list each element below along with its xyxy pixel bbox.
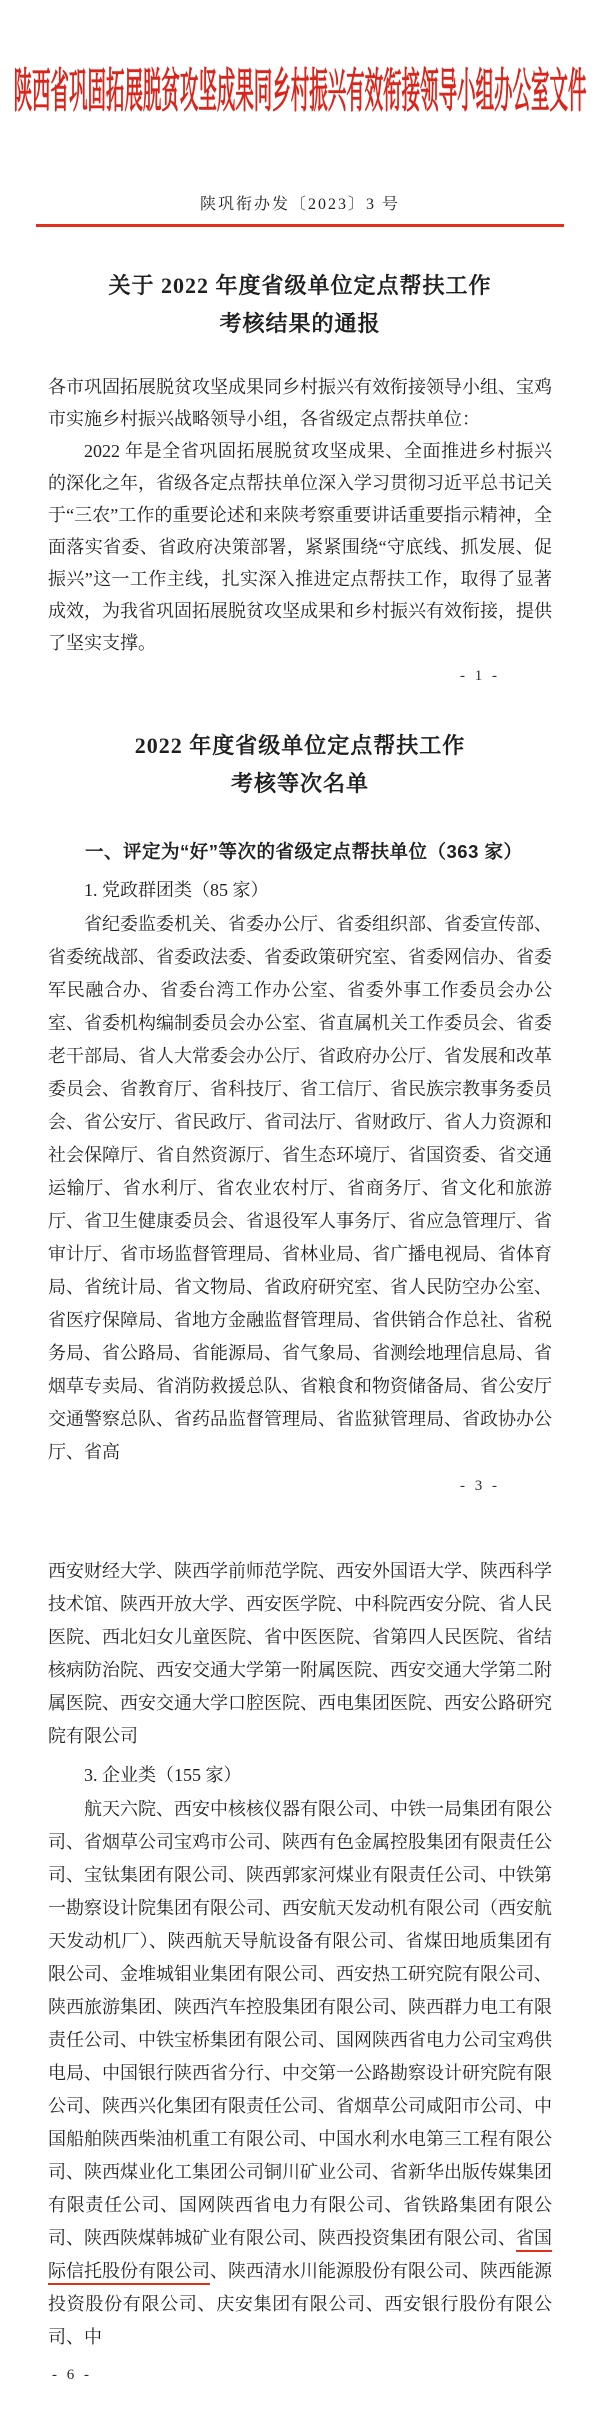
group3-units-before-highlight: 航天六院、西安中核核仪器有限公司、中铁一局集团有限公司、省烟草公司宝鸡市公司、陕西有色金属控股集团有限责任公司、宝钛集团有限公司、陕西郭家河煤业有限责任公司、中铁第一勘察设计院集团有限公司、西安航天发动机有限公司（西安航天发动机厂）、陕西航天导航设备有限公司、省煤田地质集团有限公司、金堆城钼业集团有限公司、西安热工研究院有限公司、陕西旅游集团、陕西汽车控股集团有限公司、陕西群力电工有限责任公司、中铁宝桥集团有限公司、国网陕西省电力公司宝鸡供电局、中国银行陕西省分行、中交第一公路勘察设计研究院有限公司、陕西兴化集团有限责任公司、省烟草公司咸阳市公司、中国船舶陕西柴油机重工有限公司、中国水利水电第三工程有限公司、陕西煤业化工集团公司铜川矿业公司、省新华出版传媒集团有限责任公司、国网陕西省电力有限公司、省铁路集团有限公司、陕西陕煤韩城矿业有限公司、陕西投资集团有限公司、 [48, 1799, 552, 2248]
issuing-org-title: 陕西省巩固拓展脱贫攻坚成果同乡村振兴有效衔接领导小组办公室文件 [13, 66, 587, 119]
page-number-1: - 1 - [460, 668, 500, 684]
official-document [0, 60, 600, 2414]
page-number-3: - 3 - [460, 1478, 500, 1494]
rating-list-title [48, 727, 552, 803]
group2-unit-list-continued: 西安财经大学、陕西学前师范学院、西安外国语大学、陕西科学技术馆、陕西开放大学、西安医学院、中科院西安分院、省人民医院、西北妇女儿童医院、省中医医院、省第四人民医院、省结核病防治院、西安交通大学第一附属医院、西安交通大学第二附属医院、西安交通大学口腔医院、西电集团医院、西安公路研究院有限公司 [48, 1561, 552, 1746]
page-number-6: - 6 - [52, 2367, 92, 2383]
group3-heading-enterprise: 3. 企业类（155 家） [84, 1765, 242, 1785]
notice-body-paragraph: 2022 年是全省巩固拓展脱贫攻坚成果、全面推进乡村振兴的深化之年，省级各定点帮扶单位深入学习贯彻习近平总书记关于“三农”工作的重要论述和来陕考察重要讲话重要指示精神，全面落实省委、省政府决策部署，紧紧围绕“守底线、抓发展、促振兴”这一工作主线，扎实深入推进定点帮扶工作，取得了显著成效，为我省巩固拓展脱贫攻坚成果和乡村振兴有效衔接，提供了坚实支撑。 [48, 441, 552, 653]
section-heading-good-grade: 一、评定为“好”等次的省级定点帮扶单位（363 家） [85, 841, 523, 862]
rating-list-title-line1: 2022 年度省级单位定点帮扶工作 [134, 733, 466, 758]
salutation-paragraph: 各市巩固拓展脱贫攻坚成果同乡村振兴有效衔接领导小组、宝鸡市实施乡村振兴战略领导小组，各省级定点帮扶单位： [48, 377, 552, 429]
rating-list-title-line2: 考核等次名单 [230, 771, 369, 796]
group1-heading-party-gov: 1. 党政群团类（85 家） [84, 880, 269, 900]
notice-title [48, 267, 552, 343]
notice-title-line1: 关于 2022 年度省级单位定点帮扶工作 [108, 273, 492, 298]
red-divider-line [36, 224, 564, 227]
group3-units-after-highlight: 、陕西清水川能源股份有限公司、陕西能源投资股份有限公司、庆安集团有限公司、西安银行股份有限公司、中 [48, 2261, 552, 2347]
doc-number: 陕巩衔办发〔2023〕3 号 [199, 196, 400, 213]
document-red-header [0, 60, 600, 119]
highlighted-unit-red-underline: 省国际信托股份有限公司 [48, 2228, 552, 2285]
group3-unit-list [48, 1793, 552, 2354]
notice-title-line2: 考核结果的通报 [219, 311, 381, 336]
group1-unit-list: 省纪委监委机关、省委办公厅、省委组织部、省委宣传部、省委统战部、省委政法委、省委政策研究室、省委网信办、省委军民融合办、省委台湾工作办公室、省委外事工作委员会办公室、省委机构编制委员会办公室、省直属机关工作委员会、省委老干部局、省人大常委会办公厅、省政府办公厅、省发展和改革委员会、省教育厅、省科技厅、省工信厅、省民族宗教事务委员会、省公安厅、省民政厅、省司法厅、省财政厅、省人力资源和社会保障厅、省自然资源厅、省生态环境厅、省国资委、省交通运输厅、省水利厅、省农业农村厅、省商务厅、省文化和旅游厅、省卫生健康委员会、省退役军人事务厅、省应急管理厅、省审计厅、省市场监督管理局、省林业局、省广播电视局、省体育局、省统计局、省文物局、省政府研究室、省人民防空办公室、省医疗保障局、省地方金融监督管理局、省供销合作总社、省税务局、省公路局、省能源局、省气象局、省测绘地理信息局、省烟草专卖局、省消防救援总队、省粮食和物资储备局、省公安厅交通警察总队、省药品监督管理局、省监狱管理局、省政协办公厅、省高 [48, 914, 552, 1462]
